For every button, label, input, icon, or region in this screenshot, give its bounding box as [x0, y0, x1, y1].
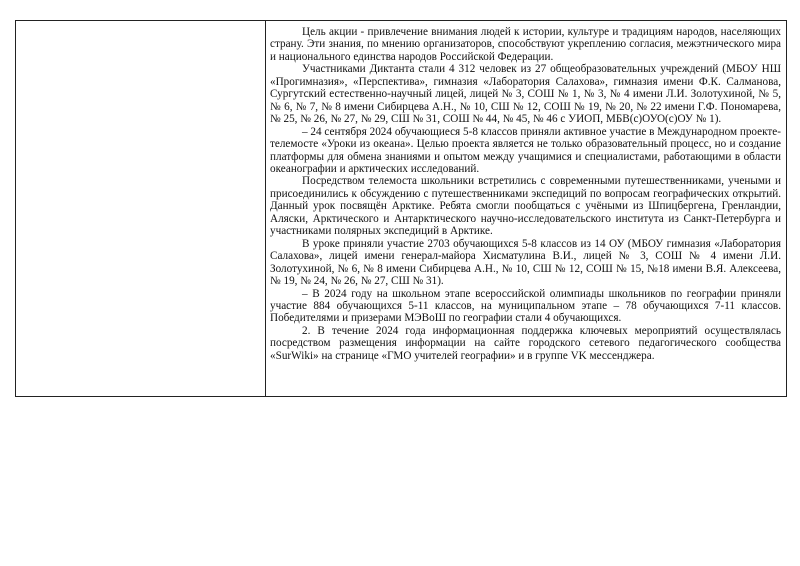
table-cell-right: [266, 21, 786, 396]
paragraph-dictation-participants: Участниками Диктанта стали 4 312 человек из 27 общеобразовательных учреждений (МБОУ НШ «Прогимназия», «Перспектива», гимназия «Лаборатория Салахова», гимназия имени Ф.К. Салманова, Сургутский естественно-научный лицей, лицей № 3, СОШ № 1, № 3, № 4 имени Л.И. Золотухиной, № 5, № 6, № 7, № 8 имени Сибирцева А.Н., № 10, СШ № 12, СОШ № 19, № 20, № 22 имени Г.Ф. Пономарева, № 25, № 26, № 27, № 29, СШ № 31, СОШ № 44, № 45, № 46 с УИОП, МБВ(с)ОУО(с)ОУ № 1).: [270, 63, 781, 126]
paragraph-lesson-participants: В уроке приняли участие 2703 обучающихся 5-8 классов из 14 ОУ (МБОУ гимназия «Лаборатория Салахова», лицей имени генерал-майора Хисматулина В.И., лицей № 3, СОШ № 4 имени Л.И. Золотухиной, № 6, № 8 имени Сибирцева А.Н., № 10, СШ № 12, СОШ № 15, №18 имени В.Я. Алексеева, № 19, № 24, № 26, № 27, СШ № 31).: [270, 237, 781, 288]
paragraph-goal: Цель акции - привлечение внимания людей к истории, культуре и традициям народов, населяющих страну. Эти знания, по мнению организаторов, способствуют укреплению согласия, межэтнического мира и национального единства народов Российской Федерации.: [270, 26, 781, 63]
paragraph-info-support: 2. В течение 2024 года информационная поддержка ключевых мероприятий осуществлялась посредством размещения информации на сайте городского сетевого педагогического сообщества «SurWiki» на странице «ГМО учителей географии» и в группе VK мессенджера.: [270, 324, 781, 362]
paragraph-telebridge: – 24 сентября 2024 обучающиеся 5-8 классов приняли активное участие в Международном проекте-телемосте «Уроки из океана». Целью проекта является не только образовательный процесс, но и создание платформы для обмена знаниями и опытом между учащимися и специалистами, работающими в области океанографии и арктических исследований.: [270, 125, 781, 175]
paragraph-olympiad: – В 2024 году на школьном этапе всероссийской олимпиады школьников по географии приняли участие 884 обучающихся 5-11 классов, на муниципальном этапе – 78 обучающихся 7-11 классов. Победителями и призерами МЭВоШ по географии стали 4 обучающихся.: [270, 287, 781, 325]
table-cell-left: [16, 21, 266, 396]
paragraph-arctic-lesson: Посредством телемоста школьники встретились с современными путешественниками, учеными и присоединились к обсуждению с путешественниками экспедиций по вопросам географических открытий. Данный урок посвящён Арктике. Ребята смогли пообщаться с учёными из Шпицбергена, Гренландии, Аляски, Арктического и Антарктического научно-исследовательского института из Санкт-Петербурга и участниками полярных экспедиций в Арктике.: [270, 175, 781, 238]
document-table: [15, 20, 787, 397]
